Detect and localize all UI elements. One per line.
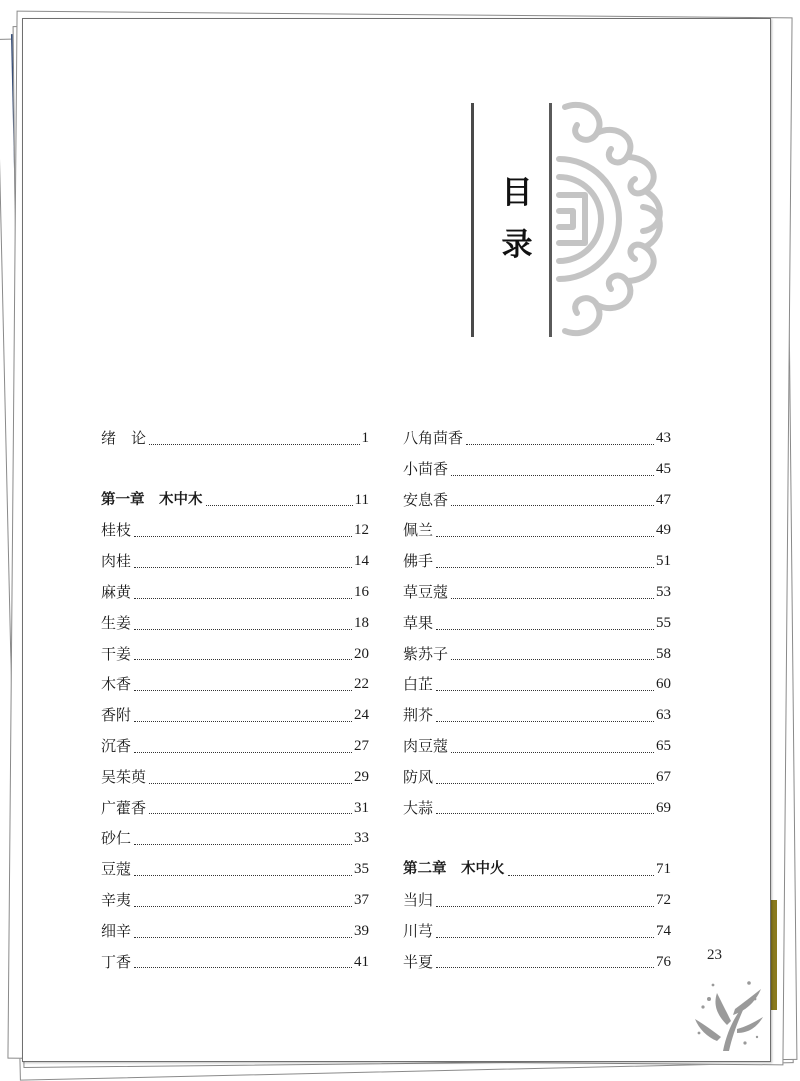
leader-dots xyxy=(134,629,352,630)
toc-entry[interactable] xyxy=(403,947,671,978)
toc-entry-page: 18 xyxy=(354,614,369,631)
toc-entry-page: 33 xyxy=(354,830,369,847)
toc-entry-page: 55 xyxy=(656,614,671,631)
toc-entry-page: 45 xyxy=(656,460,671,477)
toc-entry[interactable] xyxy=(101,793,369,824)
toc-entry-page: 49 xyxy=(656,522,671,539)
toc-entry-page: 27 xyxy=(354,737,369,754)
leader-dots xyxy=(206,505,353,506)
leader-dots xyxy=(149,783,352,784)
leader-dots xyxy=(451,505,654,506)
toc-entry-title: 安息香 xyxy=(403,490,449,509)
leader-dots xyxy=(436,783,654,784)
leader-dots xyxy=(436,967,654,968)
toc-entry-page: 65 xyxy=(656,737,671,754)
toc-entry[interactable] xyxy=(403,731,671,762)
leader-dots xyxy=(134,875,352,876)
leader-dots xyxy=(436,567,654,568)
toc-entry-page: 14 xyxy=(354,553,369,570)
toc-entry-page: 47 xyxy=(656,491,671,508)
leader-dots xyxy=(134,598,352,599)
toc-entry[interactable] xyxy=(101,916,369,947)
toc-entry-page: 51 xyxy=(656,553,671,570)
cloud-pattern-ornament-icon xyxy=(555,99,675,339)
toc-entry-title: 当归 xyxy=(403,890,434,909)
title-divider-right xyxy=(549,103,552,337)
toc-entry[interactable] xyxy=(403,608,671,639)
toc-entry-title: 砂仁 xyxy=(101,829,132,848)
leader-dots xyxy=(436,906,654,907)
toc-entry[interactable] xyxy=(101,854,369,885)
leader-dots xyxy=(149,444,359,445)
leader-dots xyxy=(436,629,654,630)
toc-entry-page: 29 xyxy=(354,768,369,785)
toc-entry[interactable] xyxy=(101,423,369,454)
toc-entry-page: 1 xyxy=(361,430,369,446)
toc-entry-title: 吴茱萸 xyxy=(101,767,147,786)
toc-chapter[interactable] xyxy=(101,485,369,516)
toc-entry-title: 绪 论 xyxy=(101,429,147,447)
toc-entry-title: 丁香 xyxy=(101,952,132,971)
toc-entry-title: 第一章 木中木 xyxy=(101,491,203,508)
toc-entry-title: 麻黄 xyxy=(101,582,132,601)
toc-entry-page: 63 xyxy=(656,707,671,724)
toc-entry-page: 39 xyxy=(354,922,369,939)
toc-entry-page: 11 xyxy=(354,491,369,508)
toc-entry[interactable] xyxy=(101,700,369,731)
toc-entry[interactable] xyxy=(101,515,369,546)
toc-entry[interactable] xyxy=(403,700,671,731)
toc-entry-title: 八角茴香 xyxy=(403,429,464,447)
toc-entry[interactable] xyxy=(403,423,671,454)
toc-column-right xyxy=(403,423,671,977)
toc-entry-page: 20 xyxy=(354,645,369,662)
toc-entry-title: 沉香 xyxy=(101,736,132,755)
toc-entry[interactable] xyxy=(101,577,369,608)
title-char-1: 目 xyxy=(501,175,533,211)
toc-spacer xyxy=(101,454,369,485)
toc-entry[interactable] xyxy=(101,731,369,762)
toc-entry-page: 60 xyxy=(656,676,671,693)
toc-entry[interactable] xyxy=(403,546,671,577)
toc-chapter[interactable] xyxy=(403,854,671,885)
toc-spacer xyxy=(403,823,671,854)
toc-entry[interactable] xyxy=(101,823,369,854)
toc-entry-page: 22 xyxy=(354,676,369,693)
toc-entry-title: 细辛 xyxy=(101,921,132,940)
toc-entry-title: 第二章 木中火 xyxy=(403,861,505,878)
toc-entry-title: 干姜 xyxy=(101,644,132,663)
toc-entry[interactable] xyxy=(101,669,369,700)
toc-entry-page: 37 xyxy=(354,891,369,908)
toc-entry-page: 43 xyxy=(656,430,671,446)
toc-entry-title: 草果 xyxy=(403,613,434,632)
toc-entry-page: 31 xyxy=(354,799,369,816)
toc-entry[interactable] xyxy=(403,916,671,947)
leader-dots xyxy=(466,444,654,445)
toc-entry-title: 半夏 xyxy=(403,952,434,971)
title-char-2: 录 xyxy=(501,227,533,263)
toc-page xyxy=(22,18,771,1062)
toc-entry-title: 肉豆蔻 xyxy=(403,736,449,755)
toc-entry[interactable] xyxy=(403,793,671,824)
toc-entry-title: 紫苏子 xyxy=(403,644,449,663)
toc-entry[interactable] xyxy=(101,947,369,978)
toc-entry-title: 木香 xyxy=(101,675,132,694)
leader-dots xyxy=(134,690,352,691)
toc-entry[interactable] xyxy=(101,762,369,793)
leader-dots xyxy=(134,937,352,938)
leader-dots xyxy=(134,659,352,660)
leader-dots xyxy=(451,659,654,660)
toc-column-left xyxy=(101,423,369,977)
leader-dots xyxy=(134,721,352,722)
leader-dots xyxy=(451,598,654,599)
toc-entry-page: 53 xyxy=(656,583,671,600)
toc-entry-page: 76 xyxy=(656,953,671,970)
toc-entry[interactable] xyxy=(101,608,369,639)
toc-entry-page: 71 xyxy=(656,861,671,878)
leader-dots xyxy=(508,875,655,876)
toc-entry-title: 荆芥 xyxy=(403,706,434,725)
toc-entry[interactable] xyxy=(403,639,671,670)
toc-entry-title: 白芷 xyxy=(403,675,434,694)
toc-entry-page: 72 xyxy=(656,891,671,908)
toc-entry-title: 豆蔻 xyxy=(101,860,132,879)
toc-entry-title: 佩兰 xyxy=(403,521,434,540)
plant-decoration-icon xyxy=(687,971,765,1053)
leader-dots xyxy=(436,937,654,938)
toc-entry[interactable] xyxy=(101,885,369,916)
leader-dots xyxy=(134,844,352,845)
toc-entry-title: 防风 xyxy=(403,767,434,786)
leader-dots xyxy=(149,813,352,814)
page-number: 23 xyxy=(707,947,722,963)
toc-entry-title: 生姜 xyxy=(101,613,132,632)
toc-entry-page: 67 xyxy=(656,768,671,785)
toc-entry[interactable] xyxy=(403,515,671,546)
toc-entry[interactable] xyxy=(403,669,671,700)
toc-entry-page: 24 xyxy=(354,707,369,724)
leader-dots xyxy=(436,813,654,814)
toc-entry-page: 41 xyxy=(354,953,369,970)
leader-dots xyxy=(451,475,654,476)
toc-entry[interactable] xyxy=(403,577,671,608)
leader-dots xyxy=(134,536,352,537)
toc-entry-title: 小茴香 xyxy=(403,459,449,478)
leader-dots xyxy=(436,536,654,537)
toc-entry-title: 桂枝 xyxy=(101,521,132,540)
leader-dots xyxy=(134,906,352,907)
toc-entry[interactable] xyxy=(403,762,671,793)
toc-entry-page: 12 xyxy=(354,522,369,539)
toc-entry-title: 广藿香 xyxy=(101,798,147,817)
toc-entry-page: 35 xyxy=(354,861,369,878)
title-divider-left xyxy=(471,103,474,337)
toc-entry-title: 大蒜 xyxy=(403,798,434,817)
toc-entry-page: 74 xyxy=(656,922,671,939)
toc-entry-title: 川芎 xyxy=(403,921,434,940)
toc-entry[interactable] xyxy=(403,885,671,916)
toc-entry[interactable] xyxy=(403,485,671,516)
leader-dots xyxy=(436,690,654,691)
page-title xyxy=(497,167,537,271)
toc-entry-page: 58 xyxy=(656,645,671,662)
leader-dots xyxy=(436,721,654,722)
leader-dots xyxy=(451,752,654,753)
toc-entry-title: 佛手 xyxy=(403,552,434,571)
leader-dots xyxy=(134,752,352,753)
toc-entry-title: 辛夷 xyxy=(101,890,132,909)
toc-entry[interactable] xyxy=(101,546,369,577)
toc-entry-title: 香附 xyxy=(101,706,132,725)
toc-entry-page: 16 xyxy=(354,583,369,600)
leader-dots xyxy=(134,967,352,968)
toc-entry[interactable] xyxy=(101,639,369,670)
toc-entry-page: 69 xyxy=(656,799,671,816)
leader-dots xyxy=(134,567,352,568)
toc-entry-title: 肉桂 xyxy=(101,552,132,571)
toc-entry[interactable] xyxy=(403,454,671,485)
toc-entry-title: 草豆蔻 xyxy=(403,582,449,601)
